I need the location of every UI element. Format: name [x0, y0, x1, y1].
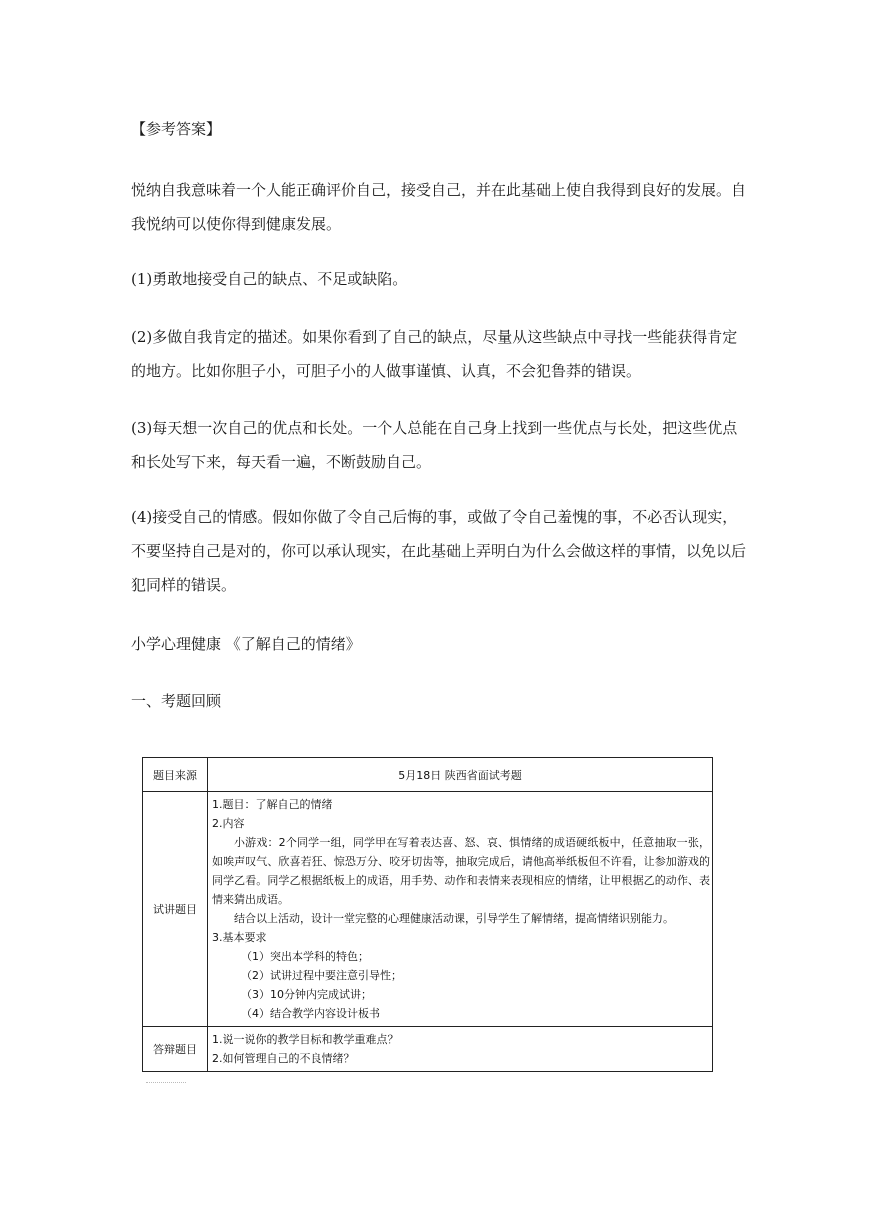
table-row-lecture: [143, 792, 713, 1027]
answer-heading: 【参考答案】: [131, 120, 222, 138]
cropped-text-remnant: [146, 1082, 186, 1089]
lesson-title: 小学心理健康 《了解自己的情绪》: [131, 635, 361, 653]
requirement-item: （3）10分钟内完成试讲；: [241, 988, 372, 1001]
lecture-content-heading: 2.内容: [212, 817, 245, 830]
table-row-defense: [143, 1027, 713, 1072]
answer-point-4: (4)接受自己的情感。假如你做了令自己后悔的事，或做了令自己羞愧的事，不必否认现实，不要坚持自己是对的，你可以承认现实，在此基础上弄明白为什么会做这样的事情，以免以后犯同样的错误。: [131, 508, 747, 594]
requirement-item: （4）结合教学内容设计板书: [241, 1007, 380, 1020]
section-title: 一、考题回顾: [131, 692, 222, 710]
lecture-label: 试讲题目: [143, 792, 208, 1027]
answer-point-3: (3)每天想一次自己的优点和长处。一个人总能在自己身上找到一些优点与长处，把这些优点和长处写下来，每天看一遍，不断鼓励自己。: [131, 419, 738, 471]
defense-cell: [208, 1027, 713, 1072]
answer-point-1: (1)勇敢地接受自己的缺点、不足或缺陷。: [131, 270, 408, 288]
source-label: 题目来源: [143, 758, 208, 792]
lecture-task: 结合以上活动，设计一堂完整的心理健康活动课，引导学生了解情绪，提高情绪识别能力。: [234, 912, 674, 925]
defense-label: 答辩题目: [143, 1027, 208, 1072]
exam-question-table: [142, 757, 713, 1072]
source-value: 5月18日 陕西省面试考题: [208, 758, 713, 792]
defense-question-2: 2.如何管理自己的不良情绪？: [212, 1052, 355, 1065]
requirement-item: （2）试讲过程中要注意引导性；: [241, 969, 402, 982]
answer-intro-paragraph: 悦纳自我意味着一个人能正确评价自己，接受自己，并在此基础上使自我得到良好的发展。自我悦纳可以使你得到健康发展。: [131, 181, 747, 233]
defense-question-1: 1.说一说你的教学目标和教学重难点？: [212, 1033, 399, 1046]
lecture-topic: 1.题目：了解自己的情绪: [212, 798, 333, 811]
lecture-game-description: 小游戏：2个同学一组，同学甲在写着表达喜、怒、哀、惧情绪的成语硬纸板中，任意抽取一张，如唉声叹气、欣喜若狂、惊恐万分、咬牙切齿等，抽取完成后，请他高举纸板但不许看，让参加游戏的同学乙看。同学乙根据纸板上的成语，用手势、动作和表情来表现相应的情绪，让甲根据乙的动作、表情来猜出成语。: [212, 836, 710, 906]
requirement-item: （1）突出本学科的特色；: [241, 950, 369, 963]
lecture-requirements-heading: 3.基本要求: [212, 931, 267, 944]
table-row-source: [143, 758, 713, 792]
answer-point-2: (2)多做自我肯定的描述。如果你看到了自己的缺点，尽量从这些缺点中寻找一些能获得肯定的地方。比如你胆子小，可胆子小的人做事谨慎、认真，不会犯鲁莽的错误。: [131, 328, 738, 380]
lecture-cell: [208, 792, 713, 1027]
